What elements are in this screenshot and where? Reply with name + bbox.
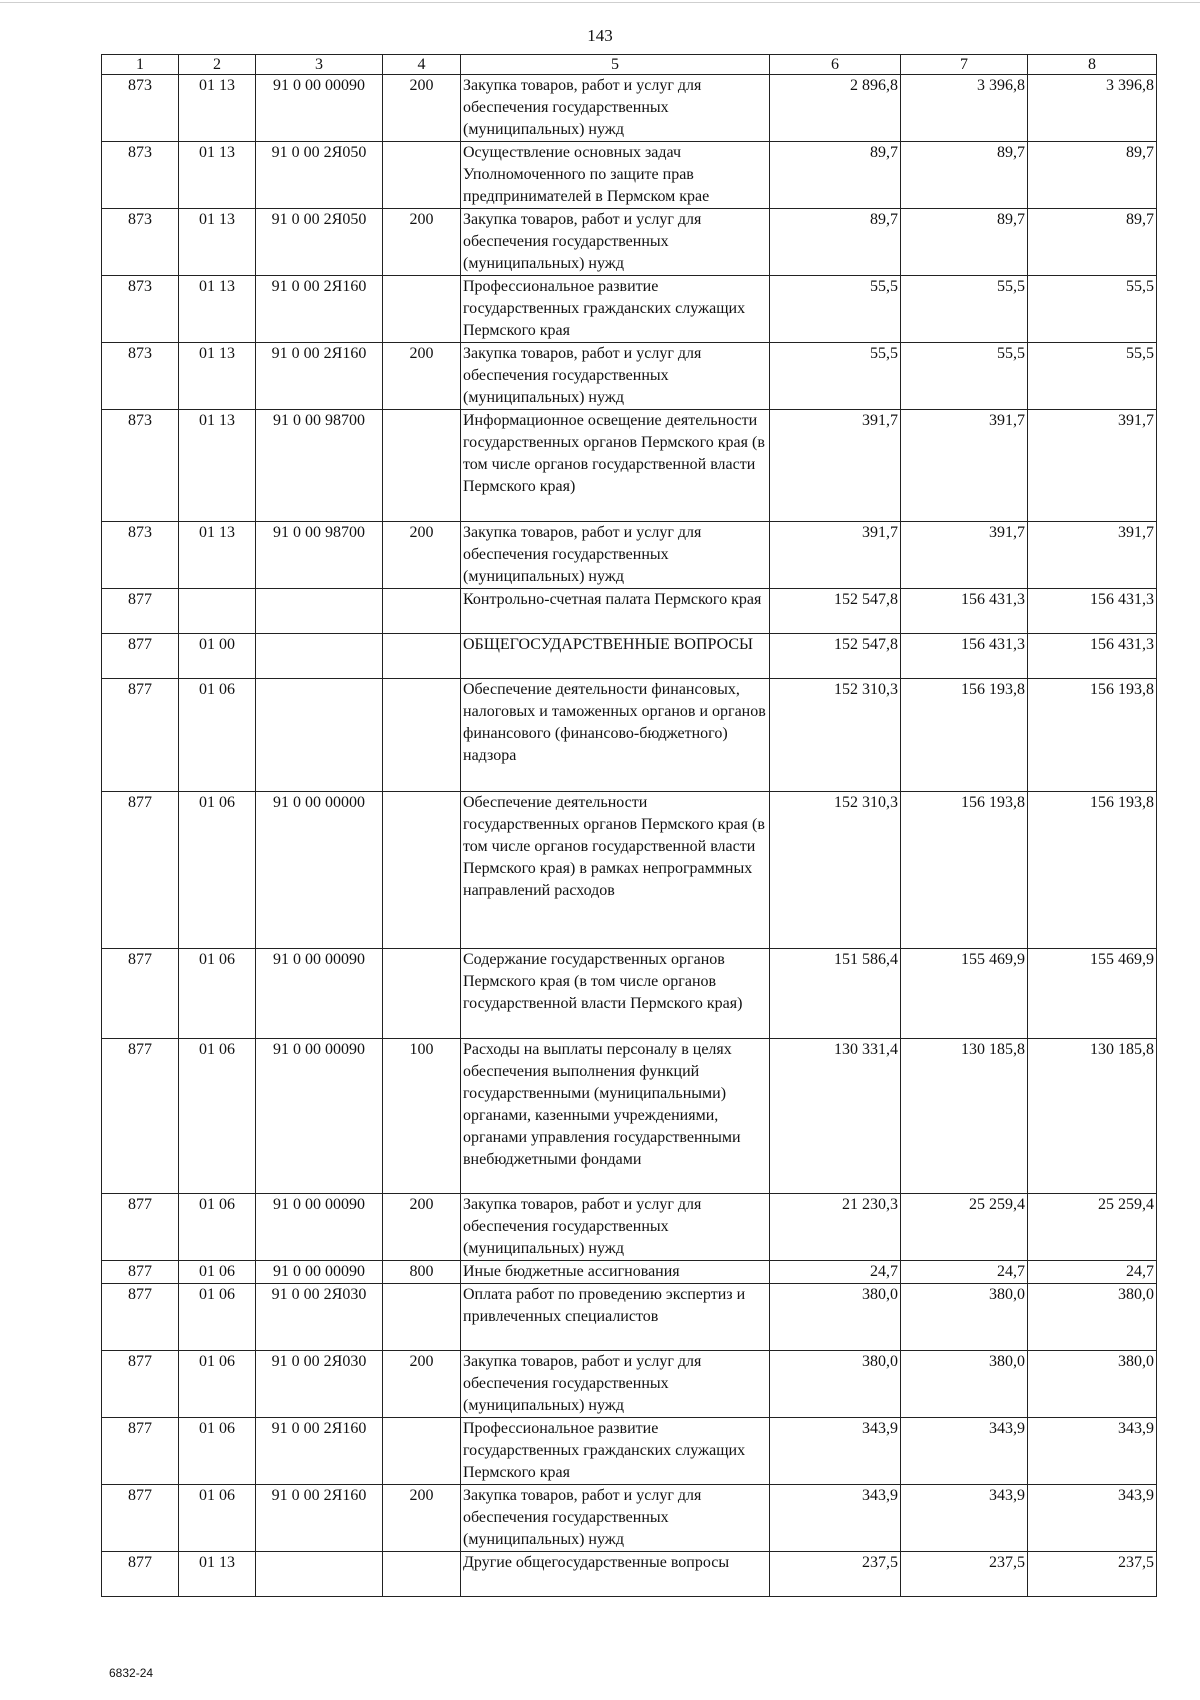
header-cell: 2 [179,55,256,75]
cell-amount-col8: 25 259,4 [1028,1194,1157,1261]
document-code: 6832-24 [109,1666,154,1680]
cell-amount-col8: 156 193,8 [1028,792,1157,949]
cell-description: Иные бюджетные ассигнования [461,1261,770,1284]
table-row [102,1552,1157,1597]
table-row [102,1194,1157,1261]
cell-description: Закупка товаров, работ и услуг для обеспечения государственных (муниципальных) нужд [461,343,770,410]
cell-description: Обеспечение деятельности государственных органов Пермского края (в том числе органов государственной власти Пермского края) в рамках непрограммных направлений расходов [461,792,770,949]
table-row [102,142,1157,209]
cell-expense-type [383,634,461,679]
cell-target-article: 91 0 00 00000 [256,792,383,949]
cell-admin-code: 873 [102,142,179,209]
table-row [102,949,1157,1039]
cell-amount-col6: 89,7 [770,209,901,276]
cell-amount-col6: 152 547,8 [770,589,901,634]
cell-target-article [256,634,383,679]
cell-amount-col8: 380,0 [1028,1351,1157,1418]
table-row [102,634,1157,679]
cell-amount-col8: 156 431,3 [1028,634,1157,679]
cell-target-article: 91 0 00 00090 [256,1194,383,1261]
cell-expense-type: 200 [383,522,461,589]
cell-amount-col7: 156 431,3 [901,589,1028,634]
cell-expense-type: 200 [383,1194,461,1261]
table-row [102,1039,1157,1194]
cell-section-code: 01 13 [179,276,256,343]
cell-admin-code: 877 [102,1485,179,1552]
cell-admin-code: 873 [102,276,179,343]
cell-section-code: 01 06 [179,1194,256,1261]
cell-amount-col8: 24,7 [1028,1261,1157,1284]
cell-amount-col8: 89,7 [1028,142,1157,209]
cell-expense-type [383,142,461,209]
table-row [102,1485,1157,1552]
cell-expense-type [383,1552,461,1597]
table-row [102,1351,1157,1418]
cell-admin-code: 877 [102,792,179,949]
cell-amount-col7: 89,7 [901,209,1028,276]
header-cell: 6 [770,55,901,75]
cell-amount-col8: 156 193,8 [1028,679,1157,792]
cell-target-article: 91 0 00 2Я030 [256,1351,383,1418]
cell-section-code: 01 13 [179,522,256,589]
cell-description: Закупка товаров, работ и услуг для обеспечения государственных (муниципальных) нужд [461,1351,770,1418]
budget-table [101,54,1157,1597]
cell-amount-col6: 343,9 [770,1485,901,1552]
cell-expense-type: 800 [383,1261,461,1284]
header-cell: 7 [901,55,1028,75]
cell-amount-col6: 237,5 [770,1552,901,1597]
cell-target-article: 91 0 00 00090 [256,75,383,142]
table-row [102,276,1157,343]
cell-amount-col7: 89,7 [901,142,1028,209]
table-row [102,1418,1157,1485]
header-cell: 5 [461,55,770,75]
cell-target-article: 91 0 00 00090 [256,949,383,1039]
cell-amount-col7: 130 185,8 [901,1039,1028,1194]
cell-description: Закупка товаров, работ и услуг для обеспечения государственных (муниципальных) нужд [461,75,770,142]
cell-section-code: 01 06 [179,1039,256,1194]
page-number: 143 [587,26,613,45]
cell-amount-col7: 237,5 [901,1552,1028,1597]
cell-amount-col7: 55,5 [901,276,1028,343]
cell-amount-col7: 343,9 [901,1418,1028,1485]
cell-amount-col7: 343,9 [901,1485,1028,1552]
cell-amount-col6: 152 310,3 [770,679,901,792]
cell-amount-col8: 391,7 [1028,410,1157,522]
cell-description: Контрольно-счетная палата Пермского края [461,589,770,634]
cell-amount-col6: 55,5 [770,276,901,343]
cell-expense-type: 200 [383,1485,461,1552]
cell-amount-col6: 55,5 [770,343,901,410]
cell-amount-col6: 391,7 [770,410,901,522]
table-row [102,522,1157,589]
cell-description: Расходы на выплаты персоналу в целях обеспечения выполнения функций государственными (муниципальными) органами, казенными учреждениями, органами управления государственными внебюджетными фондами [461,1039,770,1194]
cell-description: Обеспечение деятельности финансовых, налоговых и таможенных органов и органов финансового (финансово-бюджетного) надзора [461,679,770,792]
cell-admin-code: 873 [102,75,179,142]
cell-description: Оплата работ по проведению экспертиз и привлеченных специалистов [461,1284,770,1351]
cell-admin-code: 877 [102,1039,179,1194]
cell-target-article: 91 0 00 98700 [256,410,383,522]
cell-description: Профессиональное развитие государственных гражданских служащих Пермского края [461,276,770,343]
cell-admin-code: 877 [102,949,179,1039]
cell-admin-code: 873 [102,410,179,522]
cell-section-code: 01 13 [179,1552,256,1597]
cell-target-article [256,589,383,634]
cell-section-code: 01 06 [179,792,256,949]
cell-admin-code: 877 [102,589,179,634]
cell-expense-type [383,1418,461,1485]
cell-amount-col6: 152 310,3 [770,792,901,949]
header-cell: 1 [102,55,179,75]
cell-description: Закупка товаров, работ и услуг для обеспечения государственных (муниципальных) нужд [461,1194,770,1261]
cell-section-code: 01 13 [179,142,256,209]
cell-amount-col7: 391,7 [901,522,1028,589]
cell-expense-type [383,410,461,522]
cell-description: ОБЩЕГОСУДАРСТВЕННЫЕ ВОПРОСЫ [461,634,770,679]
header-row [102,55,1157,75]
cell-expense-type [383,276,461,343]
cell-admin-code: 873 [102,343,179,410]
cell-amount-col7: 380,0 [901,1351,1028,1418]
cell-target-article: 91 0 00 2Я160 [256,343,383,410]
cell-amount-col8: 3 396,8 [1028,75,1157,142]
cell-expense-type: 200 [383,343,461,410]
table-row [102,75,1157,142]
cell-expense-type [383,589,461,634]
table-row [102,1284,1157,1351]
cell-section-code [179,589,256,634]
table-row [102,209,1157,276]
cell-admin-code: 873 [102,522,179,589]
cell-expense-type [383,949,461,1039]
header-cell: 8 [1028,55,1157,75]
cell-amount-col7: 156 431,3 [901,634,1028,679]
cell-amount-col6: 21 230,3 [770,1194,901,1261]
cell-admin-code: 877 [102,679,179,792]
cell-description: Осуществление основных задач Уполномоченного по защите прав предпринимателей в Пермском крае [461,142,770,209]
cell-target-article: 91 0 00 2Я050 [256,142,383,209]
cell-expense-type: 200 [383,1351,461,1418]
cell-admin-code: 877 [102,1194,179,1261]
cell-description: Закупка товаров, работ и услуг для обеспечения государственных (муниципальных) нужд [461,1485,770,1552]
cell-amount-col8: 156 431,3 [1028,589,1157,634]
cell-amount-col8: 237,5 [1028,1552,1157,1597]
cell-amount-col6: 130 331,4 [770,1039,901,1194]
cell-target-article: 91 0 00 2Я050 [256,209,383,276]
table-row [102,410,1157,522]
cell-expense-type: 200 [383,209,461,276]
cell-section-code: 01 06 [179,1485,256,1552]
cell-amount-col6: 89,7 [770,142,901,209]
cell-section-code: 01 13 [179,209,256,276]
cell-description: Другие общегосударственные вопросы [461,1552,770,1597]
cell-admin-code: 877 [102,1284,179,1351]
cell-section-code: 01 06 [179,1418,256,1485]
cell-target-article: 91 0 00 2Я160 [256,276,383,343]
table-row [102,589,1157,634]
cell-description: Содержание государственных органов Пермского края (в том числе органов государственной власти Пермского края) [461,949,770,1039]
cell-amount-col8: 55,5 [1028,276,1157,343]
cell-amount-col7: 391,7 [901,410,1028,522]
cell-amount-col6: 2 896,8 [770,75,901,142]
cell-amount-col6: 151 586,4 [770,949,901,1039]
cell-description: Информационное освещение деятельности государственных органов Пермского края (в том числе органов государственной власти Пермского края) [461,410,770,522]
cell-target-article: 91 0 00 98700 [256,522,383,589]
cell-amount-col8: 155 469,9 [1028,949,1157,1039]
cell-amount-col7: 3 396,8 [901,75,1028,142]
cell-amount-col8: 343,9 [1028,1418,1157,1485]
table-row [102,792,1157,949]
cell-amount-col8: 391,7 [1028,522,1157,589]
cell-section-code: 01 06 [179,1261,256,1284]
cell-amount-col6: 380,0 [770,1284,901,1351]
cell-amount-col7: 156 193,8 [901,679,1028,792]
cell-target-article: 91 0 00 2Я030 [256,1284,383,1351]
header-cell: 4 [383,55,461,75]
cell-section-code: 01 00 [179,634,256,679]
cell-target-article: 91 0 00 2Я160 [256,1485,383,1552]
cell-amount-col7: 155 469,9 [901,949,1028,1039]
header-cell: 3 [256,55,383,75]
cell-target-article: 91 0 00 00090 [256,1039,383,1194]
cell-description: Закупка товаров, работ и услуг для обеспечения государственных (муниципальных) нужд [461,209,770,276]
cell-section-code: 01 13 [179,410,256,522]
cell-amount-col6: 24,7 [770,1261,901,1284]
cell-expense-type: 100 [383,1039,461,1194]
cell-section-code: 01 06 [179,679,256,792]
cell-amount-col6: 152 547,8 [770,634,901,679]
scan-edge-top [0,2,1200,3]
cell-amount-col6: 343,9 [770,1418,901,1485]
cell-amount-col6: 380,0 [770,1351,901,1418]
cell-amount-col7: 380,0 [901,1284,1028,1351]
cell-amount-col8: 343,9 [1028,1485,1157,1552]
cell-admin-code: 877 [102,1351,179,1418]
cell-admin-code: 877 [102,1552,179,1597]
cell-amount-col6: 391,7 [770,522,901,589]
cell-section-code: 01 13 [179,75,256,142]
table-row [102,679,1157,792]
cell-amount-col7: 25 259,4 [901,1194,1028,1261]
cell-expense-type [383,792,461,949]
cell-target-article [256,1552,383,1597]
cell-expense-type [383,679,461,792]
cell-admin-code: 873 [102,209,179,276]
cell-amount-col8: 89,7 [1028,209,1157,276]
cell-section-code: 01 06 [179,1284,256,1351]
table-row [102,1261,1157,1284]
cell-amount-col7: 24,7 [901,1261,1028,1284]
cell-target-article: 91 0 00 00090 [256,1261,383,1284]
cell-amount-col7: 55,5 [901,343,1028,410]
cell-amount-col7: 156 193,8 [901,792,1028,949]
cell-expense-type: 200 [383,75,461,142]
cell-admin-code: 877 [102,634,179,679]
cell-expense-type [383,1284,461,1351]
table-row [102,343,1157,410]
cell-admin-code: 877 [102,1261,179,1284]
cell-amount-col8: 55,5 [1028,343,1157,410]
cell-amount-col8: 380,0 [1028,1284,1157,1351]
cell-target-article [256,679,383,792]
cell-section-code: 01 06 [179,1351,256,1418]
cell-section-code: 01 13 [179,343,256,410]
cell-target-article: 91 0 00 2Я160 [256,1418,383,1485]
cell-amount-col8: 130 185,8 [1028,1039,1157,1194]
cell-description: Профессиональное развитие государственных гражданских служащих Пермского края [461,1418,770,1485]
cell-admin-code: 877 [102,1418,179,1485]
cell-section-code: 01 06 [179,949,256,1039]
cell-description: Закупка товаров, работ и услуг для обеспечения государственных (муниципальных) нужд [461,522,770,589]
